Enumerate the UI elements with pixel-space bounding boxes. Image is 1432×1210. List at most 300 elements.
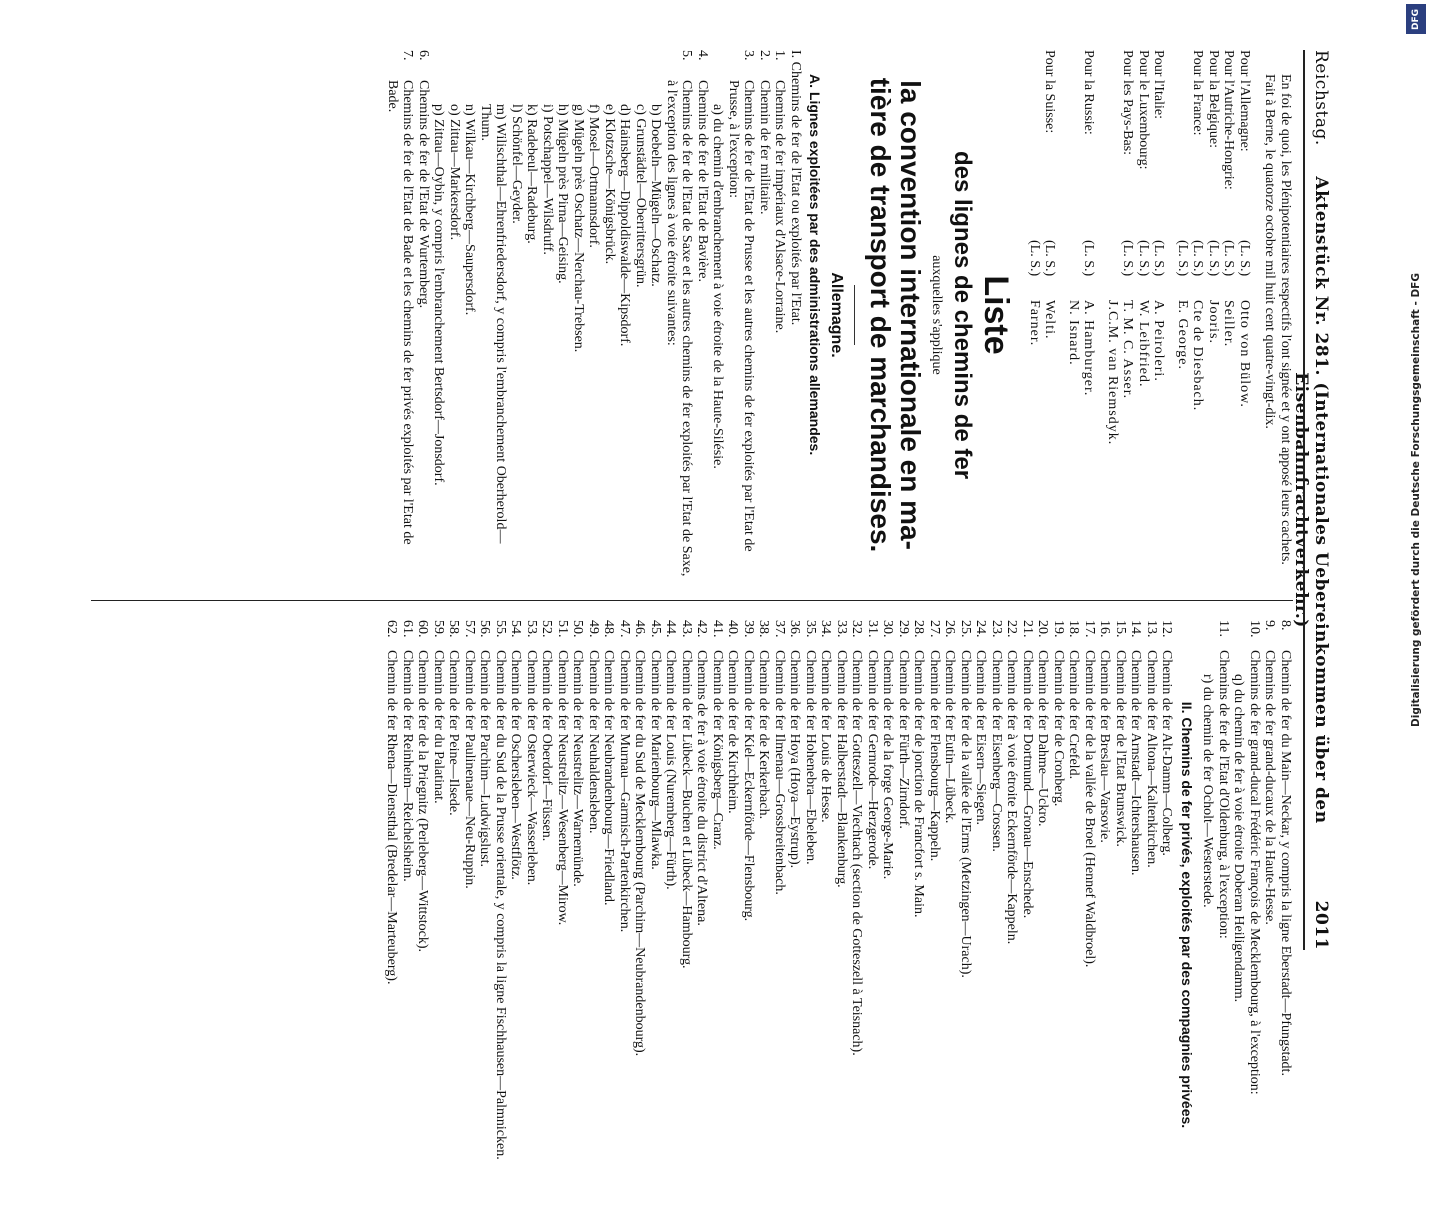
list-item <box>1004 620 1020 1210</box>
signatory-seal: (L. S.) <box>1027 240 1042 277</box>
item-number: 18. <box>1066 620 1082 638</box>
signatory-country <box>1027 50 1043 240</box>
intro-paragraph: En foi de quoi, les Plénipotentiaires respectifs l'ont signée et y ont apposé leurs cachets. <box>1278 74 1293 565</box>
list-item <box>865 620 881 1210</box>
item-number: 38. <box>756 620 772 638</box>
signatory-country: Pour l'Autriche-Hongrie: <box>1221 50 1237 190</box>
item-text: g) Mügeln près Oschatz—Nerchau-Trebsen. <box>571 104 586 353</box>
item-text: Chemin de fer de la vallée de l'Erms (Metzingen—Urach). <box>958 650 973 978</box>
document-page <box>71 20 1361 1160</box>
item-text: Chemin de fer du Sud de la Prusse orientale, y compris la ligne Fischhausen—Palmnicken. <box>493 650 508 1160</box>
item-text: b) Doebeln—Mügeln—Oschatz. <box>648 104 664 287</box>
item-text: Chemin de fer Kiel—Eckernförde—Flensbourg. <box>741 650 756 922</box>
title-liste: Liste <box>977 275 1016 355</box>
item-number: 29. <box>896 620 911 638</box>
list-item <box>1051 620 1067 1210</box>
item-number: 40. <box>725 620 741 638</box>
list-item <box>958 620 974 1210</box>
item-number <box>710 50 726 80</box>
item-text: Chemin de fer Paulinenaue—Neu-Ruppin. <box>462 650 477 889</box>
item-number: 24. <box>973 620 989 638</box>
page-header <box>1291 50 1331 950</box>
list-item <box>1216 620 1232 1210</box>
item-number: 46. <box>632 620 648 638</box>
list-item <box>664 50 695 580</box>
signatory-country <box>1105 50 1121 240</box>
item-text: r) du chemin de fer Ocholt—Westerstede. <box>1200 674 1216 908</box>
item-text: Chemin de fer Peine—Ilsede. <box>446 650 462 816</box>
item-number <box>1231 620 1247 650</box>
signatory-country <box>1066 50 1082 240</box>
item-number: 26. <box>942 620 958 638</box>
list-item <box>384 620 400 1210</box>
item-text: Chemin de fer Gernrode—Herzgerode. <box>865 650 880 870</box>
item-text: Chemins de fer impériaux d'Alsace-Lorraine. <box>772 80 788 334</box>
signatory-name: T. M. C. Asser. <box>1120 300 1136 400</box>
signatory-name: W. Leibfried. <box>1136 300 1151 388</box>
subsection-ii: II. Chemins de fer privés, exploités par des compagnies privées. <box>1179 701 1195 1129</box>
item-number: 39. <box>741 620 756 638</box>
title-convention-2: tière de transport de marchandises. <box>865 77 896 553</box>
item-number: 36. <box>787 620 803 638</box>
item-text: q) du chemin de fer à voie étroite Doberan Heiligendamm. <box>1231 674 1247 1003</box>
section-allemagne: Allemagne. <box>828 272 845 358</box>
item-text: Chemin de fer Oschersleben—Westflötz. <box>508 650 524 880</box>
signatory-row <box>1066 50 1082 580</box>
item-text: Chemin de fer de jonction de Francfort s. Main. <box>911 650 927 918</box>
item-number: 7. <box>400 50 416 61</box>
list-item <box>818 620 834 1210</box>
list-item <box>694 620 710 1210</box>
item-text: Chemin de fer Dortmund—Gronau—Enschede. <box>1020 650 1035 919</box>
signatory-row <box>1105 50 1121 580</box>
item-number: 42. <box>694 620 710 638</box>
item-number: 34. <box>818 620 834 638</box>
item-text: Chemin de fer Neustrelitz—Wesenberg—Mirow. <box>555 650 570 926</box>
item-text: Chemin de fer du Palatinat. <box>431 650 446 804</box>
item-number: 59. <box>431 620 446 638</box>
list-item <box>431 50 447 580</box>
item-text: Chemin de fer à voie étroite Eckernförde—Kappeln. <box>1004 650 1020 945</box>
item-number: 28. <box>911 620 927 638</box>
list-item <box>555 620 571 1210</box>
item-number: 60. <box>415 620 431 638</box>
dfg-credit: Digitalisierung gefördert durch die Deutsche Forschungsgemeinschaft - DFG <box>1410 273 1422 727</box>
signatory-name: J.C.M. van Riemsdyk. <box>1105 300 1120 446</box>
signatory-country: Pour la Suisse: <box>1042 50 1058 134</box>
item-number: 17. <box>1082 620 1097 638</box>
list-item <box>1097 620 1113 1210</box>
list-item <box>400 620 416 1210</box>
signatory-seal: (L. S.) <box>1081 240 1097 277</box>
item-text: a) du chemin d'embranchement à voie étroite de la Haute-Silésie. <box>710 104 726 469</box>
item-number: 45. <box>648 620 663 638</box>
item-text: Chemins de fer de l'Etat de Bade et les chemins de fer privés exploités par l'Etat de Bade. <box>385 80 416 545</box>
item-number <box>586 50 602 80</box>
list-item <box>663 620 679 1210</box>
list-item <box>601 620 617 1210</box>
list-item <box>741 620 757 1210</box>
signatory-country: Pour le Luxembourg: <box>1136 50 1151 170</box>
item-number <box>602 50 618 80</box>
item-text: Chemin de fer Marienbourg—Mlawka. <box>648 650 663 870</box>
item-number: 2. <box>757 50 772 61</box>
item-number: 11. <box>1216 620 1231 637</box>
list-item <box>695 50 711 580</box>
item-text: Chemin de fer militaire. <box>757 80 772 215</box>
item-text: o) Zittau—Markersdorf. <box>447 104 462 241</box>
signatory-seal: (L. S.) <box>1237 240 1252 277</box>
list-item <box>447 50 463 580</box>
item-text: e) Klotzsche—Königsbrück. <box>602 104 617 265</box>
item-text: Chemin de fer Louis (Nuremberg—Fürth). <box>663 650 679 890</box>
signatory-name: Farner. <box>1027 300 1042 347</box>
signatory-seal: (L. S.) <box>1175 240 1190 277</box>
signatory-row <box>1151 50 1167 580</box>
list-item <box>1278 620 1294 1210</box>
signatory-country: Pour les Pays-Bas: <box>1120 50 1136 155</box>
signatory-seal <box>1066 240 1082 300</box>
item-number: 4. <box>695 50 710 61</box>
signatory-seal: (L. S.) <box>1151 240 1167 277</box>
signatory-name: Cte de Diesbach. <box>1190 300 1206 412</box>
signatory-seal: (L. S.) <box>1136 240 1151 277</box>
item-text: Chemin de fer de la vallée de Broel (Hennef Waldbroel). <box>1082 650 1097 968</box>
item-text: Chemin de fer de Kerkerbach. <box>756 650 772 820</box>
signatory-seal: (L. S.) <box>1206 240 1221 277</box>
signatory-name: A. Hamburger. <box>1081 300 1097 397</box>
list-item <box>540 50 556 580</box>
item-text: Chemins de fer à voie étroite du district d'Altena. <box>694 650 710 926</box>
list-item <box>416 50 432 580</box>
item-number <box>617 50 633 80</box>
list-item <box>772 50 788 580</box>
list-item <box>586 50 602 580</box>
list-item <box>989 620 1005 1210</box>
signatory-name: A. Peiroleri. <box>1151 300 1167 382</box>
item-number <box>633 50 649 80</box>
list-item <box>478 50 509 580</box>
item-number: 48. <box>601 620 617 638</box>
right-entry-list-b <box>384 620 1175 1210</box>
list-item <box>726 50 757 580</box>
signatory-row <box>1027 50 1043 580</box>
item-text: Chemin de fer Neubrandenbourg—Friedland. <box>601 650 617 906</box>
item-number: 54. <box>508 620 524 638</box>
signatory-row <box>1081 50 1097 580</box>
list-item <box>834 620 850 1210</box>
list-item <box>757 50 773 580</box>
item-text: Chemin de fer du Main—Neckar, y compris la ligne Eberstadt—Pfungstadt. <box>1278 650 1293 1076</box>
subsection-a: A. Lignes exploitées par des administrations allemandes. <box>807 74 824 456</box>
signatory-country: Pour la Russie: <box>1081 50 1097 135</box>
item-text: Chemin de fer Arnstadt—Ichtershausen. <box>1128 650 1144 876</box>
item-number: 49. <box>586 620 601 638</box>
list-item <box>508 620 524 1210</box>
list-item <box>787 620 803 1210</box>
header-left: Reichstag. <box>1311 50 1331 146</box>
list-item <box>1262 620 1278 1210</box>
list-item <box>632 620 648 1210</box>
item-text: Chemin de fer Königsberg—Cranz. <box>710 650 725 850</box>
item-number: 27. <box>927 620 942 638</box>
list-item <box>710 50 726 580</box>
item-text: Chemin de fer de la Priegnitz (Perleberg—Wittstock). <box>415 650 431 953</box>
item-number: 51. <box>555 620 570 638</box>
item-text: Chemin de fer Dahme—Uckro. <box>1035 650 1051 827</box>
signatory-seal: (L. S.) <box>1190 240 1206 277</box>
signatory-seal <box>1105 240 1121 300</box>
item-text: k) Radebeul—Radeburg. <box>524 104 540 244</box>
signatory-seal: (L. S.) <box>1120 240 1136 277</box>
item-text: Chemins de fer grand-ducal Frédéric François de Mecklembourg, à l'exception: <box>1247 650 1262 1095</box>
item-number: 8. <box>1278 620 1293 631</box>
item-number <box>1200 620 1216 650</box>
item-text: Chemin de fer Rhena—Dienstthal (Bredelar—Marteuberg). <box>384 650 400 985</box>
item-number: 31. <box>865 620 880 638</box>
list-item <box>880 620 896 1210</box>
signatory-row <box>1042 50 1058 580</box>
signatory-name: E. George. <box>1175 300 1190 370</box>
signatory-country: Pour l'Allemagne: <box>1237 50 1252 152</box>
item-number: 43. <box>679 620 694 638</box>
list-item <box>1159 620 1175 1210</box>
item-text: Chemin de fer Flensbourg—Kappeln. <box>927 650 942 862</box>
list-item <box>1113 620 1129 1210</box>
list-item <box>1247 620 1263 1210</box>
item-number: 52. <box>539 620 555 638</box>
list-item <box>1128 620 1144 1210</box>
item-text: Chemin de fer Eisenberg—Crossen. <box>989 650 1004 852</box>
item-number: 12. <box>1159 620 1175 638</box>
item-text: Chemin de fer Fürth—Zirndorf. <box>896 650 911 829</box>
item-number: 57. <box>462 620 477 638</box>
signatory-country: Pour la Belgique: <box>1206 50 1221 148</box>
item-text: Chemin de fer de l'Etat Brunswick. <box>1113 650 1128 847</box>
item-text: Chemins de fer grand-ducaux de la Haute-Hesse. <box>1262 650 1278 925</box>
title-lignes: des lignes de chemins de fer <box>949 150 977 480</box>
list-item <box>1231 620 1247 1210</box>
list-item <box>493 620 509 1210</box>
signatory-seal: (L. S.) <box>1221 240 1237 277</box>
item-text: d) Hainsberg—Dippoldiswalde—Kipsdorf. <box>617 104 633 347</box>
signatory-row <box>1190 50 1206 580</box>
signatory-list <box>1027 50 1253 580</box>
signatory-name: Welti. <box>1042 300 1058 340</box>
signatory-seal: (L. S.) <box>1042 240 1058 277</box>
item-text: Chemin de fer Louis de Hesse. <box>818 650 834 823</box>
item-number: 33. <box>834 620 849 638</box>
item-text: p) Zittau—Oybin, y compris l'embranchement Bertsdorf—Jonsdorf. <box>431 104 447 486</box>
header-rule <box>1303 50 1305 950</box>
list-item <box>1082 620 1098 1210</box>
item-number: 61. <box>400 620 415 638</box>
item-number <box>555 50 571 80</box>
item-number: 15. <box>1113 620 1128 638</box>
item-number: 41. <box>710 620 725 638</box>
item-text: Chemin de fer Gotteszell—Viechtach (section de Gotteszell à Teisnach). <box>849 650 865 1056</box>
signatory-country <box>1175 50 1191 240</box>
item-number: 25. <box>958 620 973 638</box>
item-text: Chemin de fer de Cronberg. <box>1051 650 1066 807</box>
item-text: i) Potschappel—Wilsdruff. <box>540 104 555 255</box>
list-item <box>446 620 462 1210</box>
signatory-row <box>1120 50 1136 580</box>
subsection-i: I. Chemins de fer de l'Etat ou exploités par l'Etat. <box>788 50 803 326</box>
item-text: Chemin de fer du Sud de Mecklembourg (Parchim—Neubrandenbourg). <box>632 650 648 1057</box>
signatory-name: Otto von Bülow. <box>1237 300 1252 408</box>
item-text: m) Wilischthal—Ehrenfriedersdorf, y compris l'embranchement Oberherold—Thum. <box>478 104 509 544</box>
item-text: Chemin de fer Breslau—Varsovie. <box>1097 650 1113 843</box>
list-item <box>555 50 571 580</box>
item-text: Chemin de fer Alt-Damm—Colberg. <box>1159 650 1175 856</box>
item-number: 37. <box>772 620 787 638</box>
item-number: 62. <box>384 620 400 638</box>
list-item <box>1200 620 1216 1210</box>
list-item <box>911 620 927 1210</box>
item-text: Chemin de fer Eisern—Siegen. <box>973 650 989 825</box>
item-text: Chemin de fer Crefeld. <box>1066 650 1082 780</box>
list-item <box>571 50 587 580</box>
list-item <box>648 50 664 580</box>
item-number: 16. <box>1097 620 1113 638</box>
list-item <box>927 620 943 1210</box>
item-text: Chemin de fer Hohenebra—Ebeleben. <box>803 650 818 865</box>
list-item <box>725 620 741 1210</box>
list-item <box>1066 620 1082 1210</box>
signatory-name: Jooris. <box>1206 300 1221 344</box>
item-number: 32. <box>849 620 865 638</box>
item-text: Chemin de fer Osterwieck—Wasserleben. <box>524 650 539 886</box>
list-item <box>586 620 602 1210</box>
item-number: 55. <box>493 620 508 638</box>
item-text: Chemins de fer de l'Etat de Saxe et les autres chemins de fer exploités par l'Etat de Saxe, à l'exception des lignes à voie étroite suivantes: <box>664 80 695 577</box>
item-text: c) Grunstädtel—Oberrittersgrün. <box>633 104 648 288</box>
title-convention-1: la convention internationale en ma- <box>895 80 926 550</box>
list-item <box>431 620 447 1210</box>
item-number: 58. <box>446 620 462 638</box>
list-item <box>803 620 819 1210</box>
item-text: Chemin de fer Neuhaldensleben. <box>586 650 601 834</box>
dfg-sidebar <box>1400 0 1432 1000</box>
item-text: Chemins de fer de l'Etat d'Oldenburg, à l'exception: <box>1216 650 1231 939</box>
item-number <box>540 50 556 80</box>
item-text: Chemin de fer Lübeck—Buchen et Lübeck—Hambourg. <box>679 650 694 969</box>
item-number <box>571 50 587 80</box>
list-item <box>385 50 416 580</box>
item-number: 5. <box>679 50 695 61</box>
list-item <box>539 620 555 1210</box>
item-number: 9. <box>1262 620 1278 631</box>
signatory-row <box>1206 50 1222 580</box>
signatory-country: Pour l'Italie: <box>1151 50 1167 120</box>
list-item <box>617 620 633 1210</box>
item-text: Chemin de fer de Kirchheim. <box>725 650 741 814</box>
item-number: 53. <box>524 620 539 638</box>
item-number <box>478 50 509 80</box>
item-number: 10. <box>1247 620 1262 638</box>
signatory-name: N. Isnard. <box>1066 300 1081 366</box>
list-item <box>524 620 540 1210</box>
item-text: Chemin de fer Eutin—Lübeck. <box>942 650 958 824</box>
page-number: 2011 <box>1311 900 1331 950</box>
item-number: 22. <box>1004 620 1020 638</box>
title-auxquelles: auxquelles s'applique <box>929 255 945 375</box>
item-number: 23. <box>989 620 1004 638</box>
left-column <box>91 50 1293 580</box>
left-entry-list <box>385 50 788 580</box>
item-text: Chemin de fer de la forge George-Marie. <box>880 650 896 880</box>
list-item <box>617 50 633 580</box>
header-title: Aktenstück Nr. 281. (Internationales Uebereinkommen über den Eisenbahnfrachtverkehr.) <box>1291 176 1331 824</box>
item-number <box>524 50 540 80</box>
item-number: 50. <box>570 620 586 638</box>
item-number: 6. <box>416 50 431 61</box>
item-text: Chemins de fer de l'Etat de Bavière. <box>695 80 710 282</box>
list-item <box>633 50 649 580</box>
item-number: 44. <box>663 620 679 638</box>
item-text: Chemin de fer Altona—Kaltenkirchen. <box>1144 650 1159 868</box>
item-number: 56. <box>477 620 493 638</box>
signatory-row <box>1237 50 1253 580</box>
item-text: Chemin de fer Hoya (Hoya—Eystrup). <box>787 650 803 869</box>
item-text: n) Wilkau—Kirchberg—Saupersdorf. <box>462 104 478 316</box>
dfg-logo: DFG <box>1406 4 1426 34</box>
item-text: Chemin de fer Reinheim—Reichelsheim. <box>400 650 415 882</box>
list-item <box>679 620 695 1210</box>
list-item <box>772 620 788 1210</box>
list-item <box>477 620 493 1210</box>
item-text: Chemin de fer Murnau—Garmisch-Partenkirchen. <box>617 650 632 933</box>
item-text: h) Mügeln près Pirna—Geising. <box>555 104 571 284</box>
item-text: Chemin de fer Halberstadt—Blankenburg. <box>834 650 849 888</box>
item-number: 47. <box>617 620 632 638</box>
item-text: Chemins de fer de l'Etat de Wurtemberg. <box>416 80 431 309</box>
list-item <box>524 50 540 580</box>
signatory-row <box>1136 50 1152 580</box>
item-number <box>509 50 525 80</box>
list-item <box>849 620 865 1210</box>
item-number: 1. <box>772 50 788 61</box>
list-item <box>1144 620 1160 1210</box>
item-text: Chemins de fer de l'Etat de Prusse et les autres chemins de fer exploités par l'Etat de Prusse, à l'exception: <box>726 80 757 552</box>
item-number: 30. <box>880 620 896 638</box>
list-item <box>756 620 772 1210</box>
list-item <box>710 620 726 1210</box>
signatory-country: Pour la France: <box>1190 50 1206 136</box>
item-number: 20. <box>1035 620 1051 638</box>
item-number: 19. <box>1051 620 1066 638</box>
list-item <box>648 620 664 1210</box>
item-number <box>462 50 478 80</box>
item-text: l) Schönfel—Geyder. <box>509 104 524 224</box>
item-number: 14. <box>1128 620 1144 638</box>
right-entry-list-a <box>1200 620 1293 1210</box>
signatory-name: Seiller. <box>1221 300 1237 348</box>
item-number: 13. <box>1144 620 1159 638</box>
item-number: 21. <box>1020 620 1035 638</box>
list-item <box>973 620 989 1210</box>
list-item <box>415 620 431 1210</box>
list-item <box>942 620 958 1210</box>
right-column <box>91 620 1293 1210</box>
item-number <box>447 50 463 80</box>
list-item <box>602 50 618 580</box>
item-text: Chemin de fer Oberdorf—Füssen. <box>539 650 555 842</box>
list-item <box>462 50 478 580</box>
list-item <box>462 620 478 1210</box>
item-number <box>431 50 447 80</box>
